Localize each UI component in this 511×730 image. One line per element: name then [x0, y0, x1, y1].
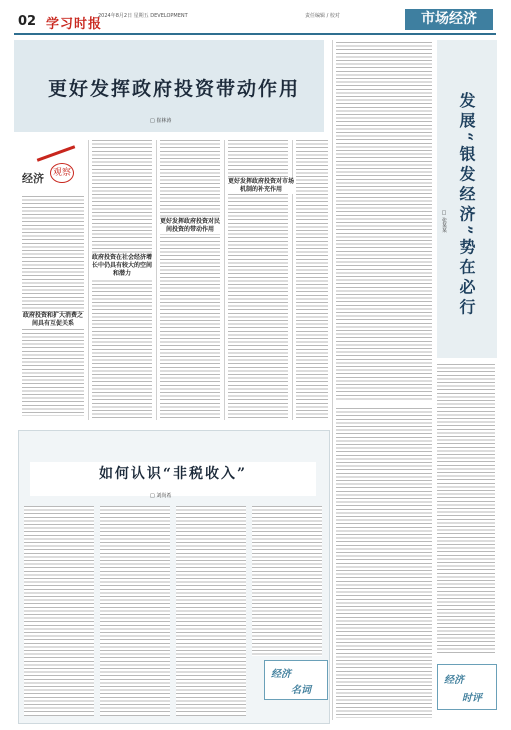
header-meta-left: 2024年8月2日 星期五 DEVELOPMENT: [98, 13, 188, 19]
side-article-byline: □ 张某某: [441, 210, 447, 233]
section-title: 市场经济: [405, 9, 493, 30]
side-article-text-column: [437, 364, 495, 654]
header-rule: [14, 33, 496, 35]
subhead: 政府投资在社会经济增长中仍具有较大的空间和潜力: [92, 254, 153, 277]
trend-arrow-icon: [37, 145, 76, 161]
subhead: 更好发挥政府投资对市场机制的补充作用: [228, 178, 295, 193]
article-text-column: [296, 140, 328, 420]
side-article-text-column: [336, 408, 432, 718]
bottom-article-text-column: [176, 506, 246, 716]
economy-term-stamp: [264, 660, 328, 700]
bottom-article-text-column: [252, 506, 322, 656]
subhead: 更好发挥政府投资对民间投资的带动作用: [160, 218, 221, 233]
bottom-article-text-column: [100, 506, 170, 716]
bottom-article-text-column: [24, 506, 94, 716]
stamp-word-b: 时评: [462, 693, 482, 704]
header-meta-right: 责任编辑 / 校对: [305, 13, 340, 19]
bottom-article-title: 如何认识“非税收入”: [98, 466, 248, 482]
column-divider: [224, 140, 225, 420]
bottom-article-byline: □ 刘尚希: [150, 493, 172, 499]
masthead: 学习时报: [46, 17, 103, 32]
side-article-title-block: [441, 92, 487, 322]
logo-mark: 观察: [50, 163, 74, 183]
economy-commentary-stamp: [437, 664, 497, 710]
subhead: 政府投资和扩大消费之间具有互促关系: [22, 312, 83, 327]
bottom-article-title-band: [30, 462, 316, 496]
stamp-word-a: 经济: [444, 675, 464, 686]
main-article-title: 更好发挥政府投资带动作用: [47, 78, 300, 100]
stamp-word-a: 经济: [271, 669, 291, 680]
column-divider: [88, 140, 89, 420]
main-article-byline: □ 崔林涛: [150, 118, 172, 124]
side-article-title: 发展“银发经济”势在必行: [457, 92, 476, 319]
economy-observation-logo: [22, 148, 82, 188]
article-text-column: [160, 140, 220, 420]
article-text-column: [92, 140, 152, 420]
side-article-text-column: [336, 42, 432, 402]
logo-word: 经济: [22, 172, 44, 185]
column-divider: [332, 40, 333, 720]
article-text-column: [22, 196, 84, 416]
stamp-word-b: 名词: [291, 685, 311, 696]
page-number: 02: [18, 14, 37, 29]
column-divider: [156, 140, 157, 420]
page-header: [0, 0, 511, 34]
